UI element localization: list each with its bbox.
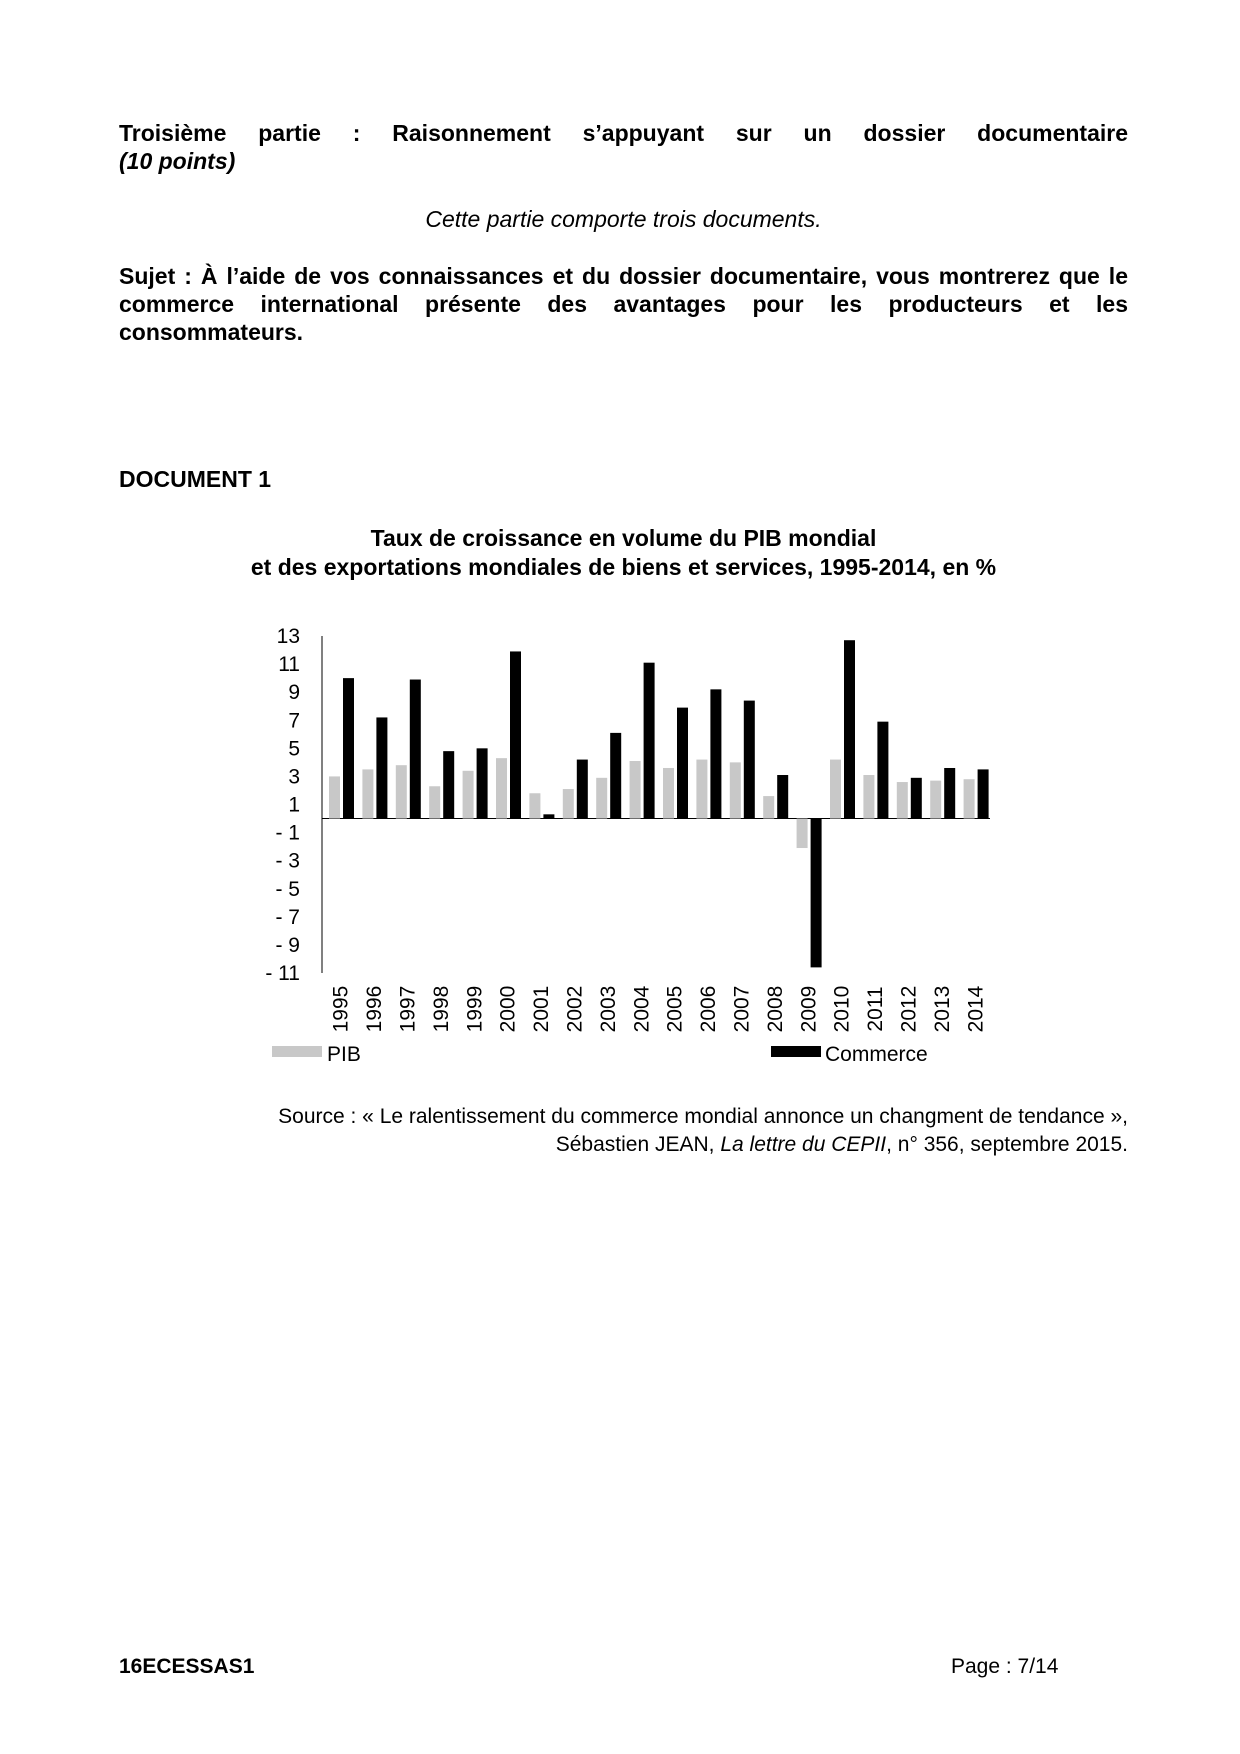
source-citation <box>128 1103 1128 1159</box>
x-tick-label: 2002 <box>563 985 587 1033</box>
pib-bar <box>529 793 540 818</box>
y-tick-label: - 1 <box>275 821 300 845</box>
footer-code: 16ECESSAS1 <box>119 1655 255 1678</box>
x-tick-label: 2005 <box>663 985 687 1033</box>
x-tick-label: 2004 <box>630 985 654 1033</box>
commerce-bar <box>376 717 387 818</box>
pib-bar <box>396 765 407 818</box>
part-title: Troisième partie : Raisonnement s’appuyant sur un dossier documentaire <box>119 120 1128 146</box>
commerce-bar <box>577 760 588 819</box>
x-tick-label: 2001 <box>530 985 554 1033</box>
commerce-bar <box>410 680 421 819</box>
x-tick-label: 2010 <box>830 985 854 1033</box>
y-tick-label: - 9 <box>275 933 300 957</box>
y-tick-label: 11 <box>278 653 300 677</box>
legend-commerce-label: Commerce <box>825 1043 928 1066</box>
chart-title-line1: Taux de croissance en volume du PIB mondial <box>370 525 877 551</box>
commerce-bar <box>811 819 822 968</box>
legend-pib-swatch <box>272 1046 322 1057</box>
x-tick-label: 2009 <box>797 985 821 1033</box>
chart-title-line2: et des exportations mondiales de biens et services, 1995-2014, en % <box>250 554 997 580</box>
pib-bar <box>329 776 340 818</box>
commerce-bar <box>911 778 922 819</box>
part-points: (10 points) <box>119 148 236 174</box>
pib-bar <box>429 786 440 818</box>
x-tick-label: 2012 <box>897 985 921 1033</box>
x-tick-label: 2008 <box>763 985 787 1033</box>
x-tick-label: 1997 <box>396 985 420 1033</box>
commerce-bar <box>844 640 855 818</box>
y-tick-label: 13 <box>276 625 300 648</box>
x-tick-label: 2013 <box>930 985 954 1033</box>
pib-bar <box>663 768 674 819</box>
x-tick-label: 2011 <box>864 986 888 1032</box>
commerce-bar <box>477 748 488 818</box>
x-tick-label: 2003 <box>596 985 620 1033</box>
pib-bar <box>696 760 707 819</box>
pib-bar <box>930 781 941 819</box>
x-tick-label: 1999 <box>463 985 487 1033</box>
commerce-bar <box>978 769 989 818</box>
y-tick-label: - 3 <box>275 849 300 873</box>
pib-bar <box>563 789 574 818</box>
y-tick-label: - 11 <box>265 962 300 985</box>
source-author: Sébastien JEAN, <box>555 1133 715 1156</box>
commerce-bar <box>343 678 354 818</box>
y-tick-label: 5 <box>288 737 300 761</box>
subject-label: Sujet : <box>119 263 192 289</box>
pib-bar <box>863 775 874 819</box>
y-tick-label: - 5 <box>275 877 300 901</box>
x-tick-label: 2000 <box>496 985 520 1033</box>
source-publication: La lettre du CEPII <box>720 1133 887 1156</box>
pib-bar <box>463 771 474 819</box>
pib-bar <box>496 758 507 818</box>
pib-bar <box>596 778 607 819</box>
legend-commerce-swatch <box>771 1046 821 1057</box>
commerce-bar <box>644 663 655 819</box>
pib-bar <box>630 761 641 819</box>
commerce-bar <box>744 701 755 819</box>
footer-page-number: Page : 7/14 <box>951 1655 1059 1678</box>
source-line2 <box>128 1131 1128 1159</box>
commerce-bar <box>543 814 554 818</box>
pib-bar <box>830 760 841 819</box>
y-tick-label: 1 <box>288 793 300 817</box>
y-tick-label: 9 <box>288 681 300 705</box>
x-tick-label: 2014 <box>964 985 988 1033</box>
pib-bar <box>964 779 975 818</box>
document-label: DOCUMENT 1 <box>119 466 272 492</box>
y-tick-label: 3 <box>288 765 300 789</box>
source-line1: Source : « Le ralentissement du commerce mondial annonce un changment de tendance », <box>278 1105 1128 1128</box>
pib-bar <box>763 796 774 818</box>
commerce-bar <box>610 733 621 819</box>
pib-bar <box>730 762 741 818</box>
pib-bar <box>897 782 908 819</box>
y-tick-label: 7 <box>288 709 300 733</box>
commerce-bar <box>677 708 688 819</box>
x-tick-label: 2007 <box>730 985 754 1033</box>
commerce-bar <box>944 768 955 819</box>
y-tick-label: - 7 <box>275 905 300 929</box>
commerce-bar <box>510 651 521 818</box>
legend-pib-label: PIB <box>327 1043 361 1066</box>
x-tick-label: 1995 <box>329 985 353 1033</box>
commerce-bar <box>443 751 454 818</box>
pib-bar <box>797 819 808 848</box>
pib-bar <box>362 769 373 818</box>
x-tick-label: 1998 <box>429 985 453 1033</box>
x-tick-label: 2006 <box>697 985 721 1033</box>
commerce-bar <box>877 722 888 819</box>
source-details: , n° 356, septembre 2015. <box>886 1133 1128 1156</box>
commerce-bar <box>777 775 788 819</box>
commerce-bar <box>710 689 721 818</box>
doc-intro: Cette partie comporte trois documents. <box>425 206 822 232</box>
x-tick-label: 1996 <box>363 985 387 1033</box>
subject-text: À l’aide de vos connaissances et du dossier documentaire, vous montrerez que le commerce international présente des avantages pour les producteurs et les consommateurs. <box>119 263 1128 345</box>
